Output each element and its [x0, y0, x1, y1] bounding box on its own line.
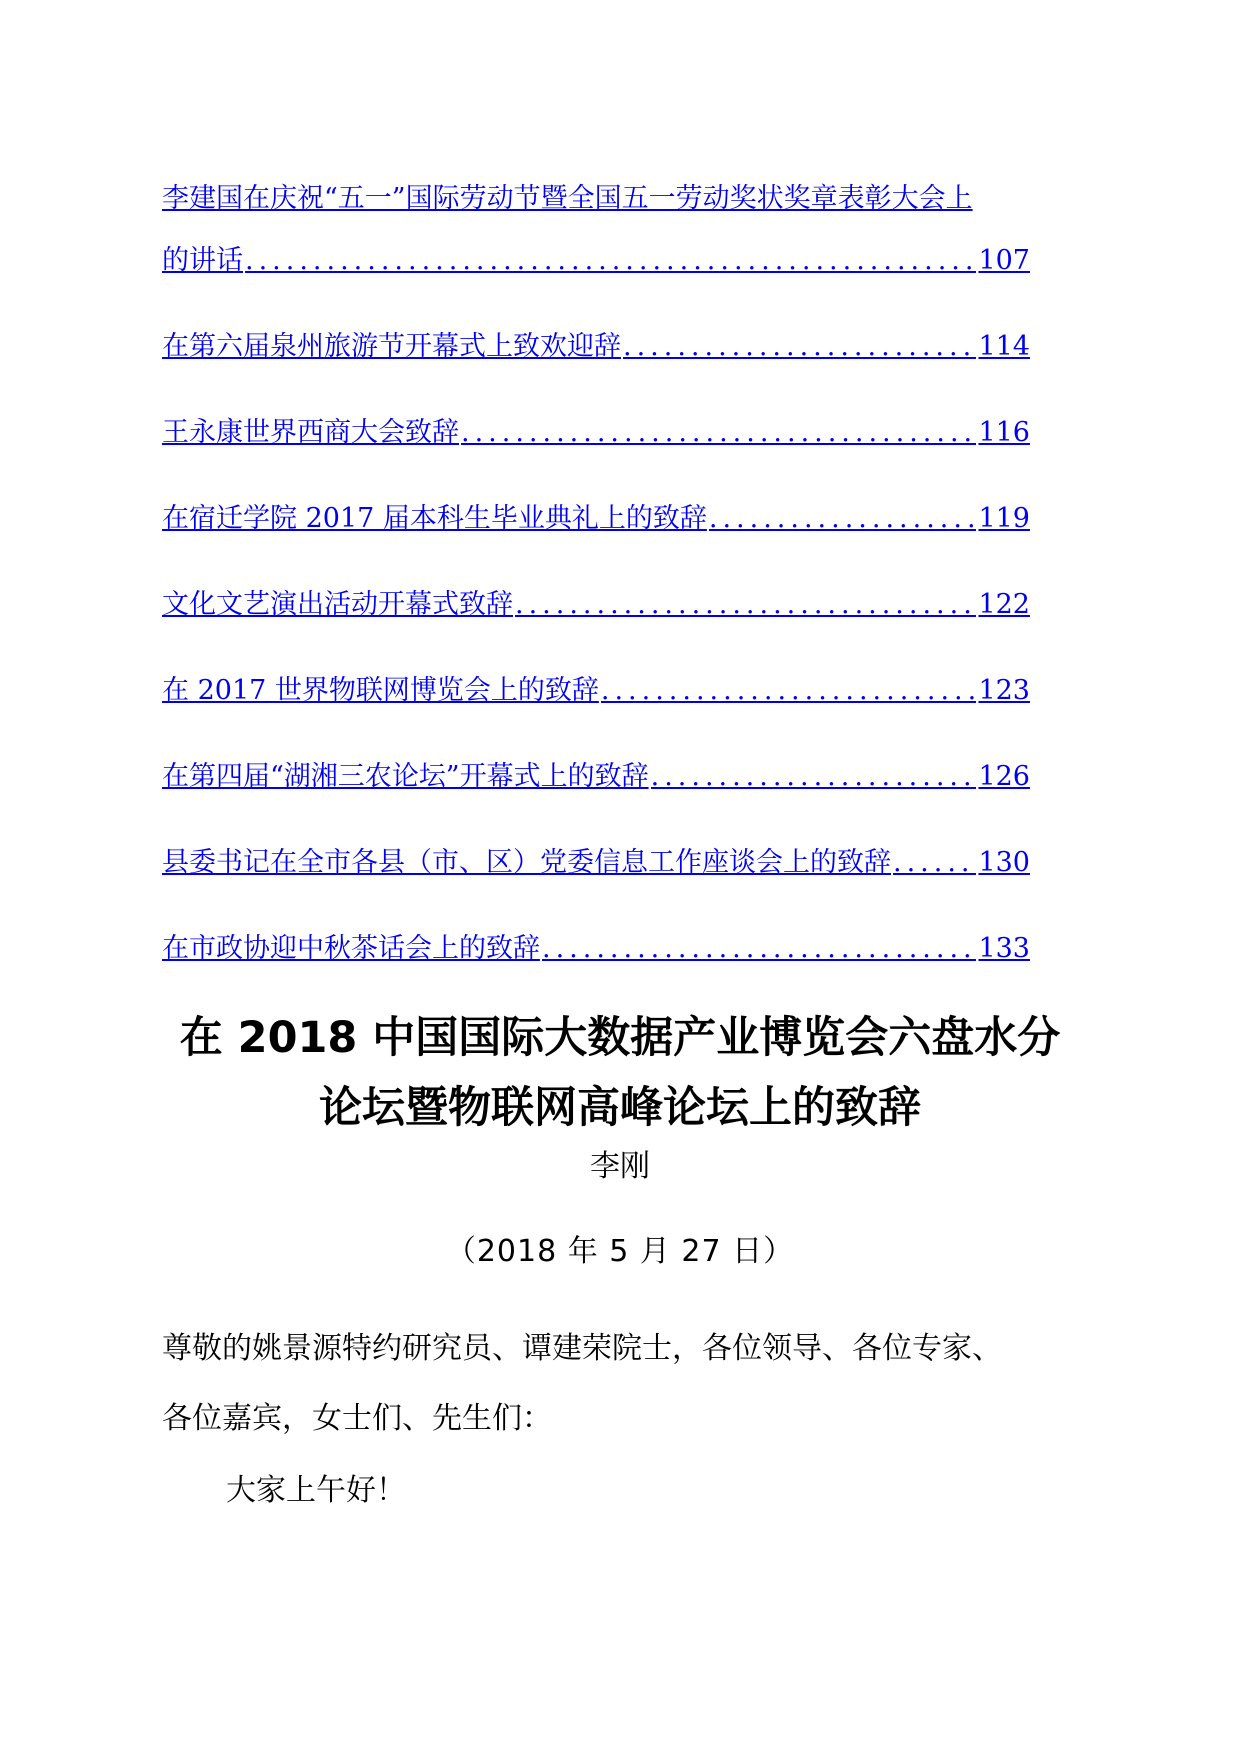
toc-entry-title: 县委书记在全市各县（市、区）党委信息工作座谈会上的致辞: [162, 847, 891, 878]
toc-entry-line: [162, 326, 1030, 368]
toc-dot-leader: [623, 326, 976, 368]
toc-dot-leader: [245, 240, 976, 282]
salutation-line1: 尊敬的姚景源特约研究员、谭建荣院士，各位领导、各位专家、: [162, 1331, 1002, 1366]
toc-entry-114[interactable]: [162, 326, 1097, 368]
toc-page-number: 114: [978, 331, 1030, 362]
toc-entry-title: 在市政协迎中秋茶话会上的致辞: [162, 933, 540, 964]
toc-dot-leader: [601, 670, 977, 712]
toc-dot-leader: [542, 928, 976, 970]
greeting-paragraph: 大家上午好！: [226, 1473, 406, 1508]
article-title: [0, 1003, 1240, 1143]
toc-page-number: 133: [978, 933, 1030, 964]
toc-entry-133[interactable]: [162, 928, 1097, 970]
article-date: （2018 年 5 月 27 日）: [445, 1234, 795, 1269]
toc-page-number: 126: [978, 761, 1030, 792]
toc-entry-119[interactable]: [162, 498, 1097, 540]
article-author: 李刚: [590, 1149, 650, 1184]
toc-entry-line: [162, 498, 1030, 540]
toc-entry-123[interactable]: [162, 670, 1097, 712]
toc-entry-116[interactable]: [162, 412, 1097, 454]
salutation-paragraph: [162, 1314, 1122, 1454]
toc-dot-leader: [515, 584, 976, 626]
toc-page-number: 116: [978, 417, 1030, 448]
toc-page-number: 107: [978, 245, 1030, 276]
article-title-line1: 在 2018 中国国际大数据产业博览会六盘水分: [179, 1013, 1061, 1063]
toc-entry-title-line1: 李建国在庆祝“五一”国际劳动节暨全国五一劳动奖状奖章表彰大会上: [162, 183, 973, 214]
toc-page-number: 122: [978, 589, 1030, 620]
toc-page-number: 130: [978, 847, 1030, 878]
toc-dot-leader: [893, 842, 976, 884]
toc-entry-line: [162, 412, 1030, 454]
toc-entry-line: [162, 756, 1030, 798]
toc-entry-title: 在 2017 世界物联网博览会上的致辞: [162, 675, 599, 706]
salutation-line2: 各位嘉宾，女士们、先生们：: [162, 1401, 552, 1436]
toc-entry-title: 王永康世界西商大会致辞: [162, 417, 459, 448]
table-of-contents: [162, 178, 1097, 1014]
toc-entry-line: [162, 670, 1030, 712]
toc-page-number: 123: [978, 675, 1030, 706]
toc-entry-title: 在第六届泉州旅游节开幕式上致欢迎辞: [162, 331, 621, 362]
toc-entry-title: 在第四届“湖湘三农论坛”开幕式上的致辞: [162, 761, 649, 792]
toc-entry-line: [162, 928, 1030, 970]
toc-entry-title: 的讲话: [162, 245, 243, 276]
toc-dot-leader: [461, 412, 976, 454]
toc-entry-126[interactable]: [162, 756, 1097, 798]
toc-dot-leader: [651, 756, 977, 798]
toc-entry-line: [162, 842, 1030, 884]
article-title-line2: 论坛暨物联网高峰论坛上的致辞: [319, 1083, 921, 1133]
toc-dot-leader: [709, 498, 977, 540]
toc-entry-line: [162, 584, 1030, 626]
toc-entry-122[interactable]: [162, 584, 1097, 626]
toc-entry-107[interactable]: [162, 178, 1097, 282]
toc-entry-130[interactable]: [162, 842, 1097, 884]
toc-entry-title: 文化文艺演出活动开幕式致辞: [162, 589, 513, 620]
toc-entry-title: 在宿迁学院 2017 届本科生毕业典礼上的致辞: [162, 503, 707, 534]
toc-entry-first-line: [162, 178, 1097, 220]
toc-entry-last-line: [162, 240, 1030, 282]
toc-page-number: 119: [978, 503, 1030, 534]
